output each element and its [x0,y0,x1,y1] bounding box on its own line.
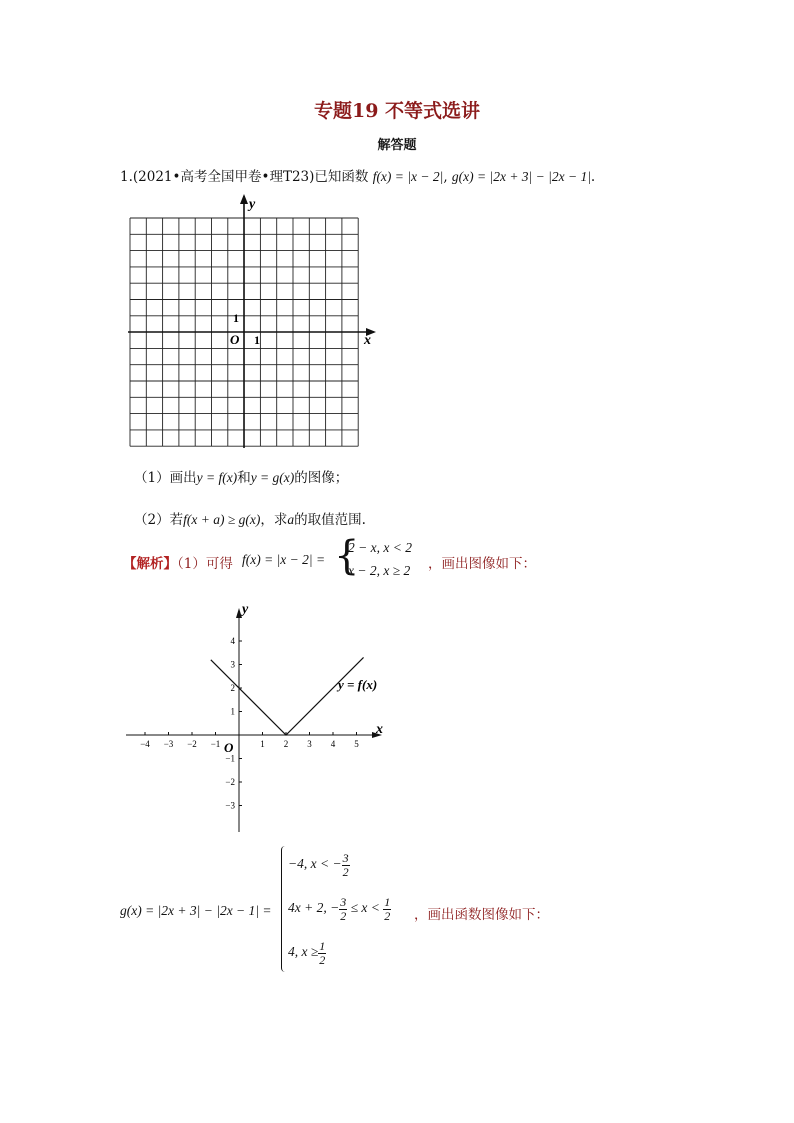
x-tick-label: −3 [163,739,174,749]
curve-label: y = f(x) [338,677,378,692]
f-case-1: 2 − x, x < 2 [348,540,412,555]
f-definition: f(x) = |x − 2| [372,169,444,184]
f-graph [124,600,394,836]
x-tick-label: −4 [140,739,150,749]
x-axis-label: x [364,333,371,348]
problem-number: 1. [120,169,133,185]
g-case-3: 4, x ≥ $\frac{1}{2}$ [288,939,326,967]
x-tick-label: 3 [307,739,312,749]
q1-g: y = g(x) [250,470,295,485]
section-subtitle: 解答题 [377,138,417,153]
g-graph-caption: ，画出函数图像如下： [414,907,549,923]
g-piecewise-expr: g(x) = |2x + 3| − |2x − 1| = [120,903,272,918]
question-1: （1）画出y = f(x)和y = g(x)的图像； [134,470,349,486]
q1-f: y = f(x) [196,470,238,485]
g-case-1: −4, x < − $\frac{3}{2}$ [288,851,349,879]
g-definition: g(x) = |2x + 3| − |2x − 1| [451,169,591,184]
f-brace: { [334,533,360,579]
x-tick-label: 2 [283,739,289,749]
x-tick-label: −1 [210,739,221,749]
x-tick-label: 4 [330,739,336,749]
y-tick-label: −2 [225,777,235,787]
problem-source: (2021•高考全国甲卷•理T23) [132,169,315,185]
f-graph-caption: ，画出图像如下： [428,556,536,572]
x-axis-label: x [376,722,383,737]
unit-x-label: 1 [254,333,260,347]
f-graph-layer [126,602,383,832]
x-tick-label: 5 [354,739,359,749]
question-2: （2）若f(x + a) ≥ g(x)，求a的取值范围. [134,512,366,528]
q2-inequality: f(x + a) ≥ g(x) [183,512,261,527]
y-tick-label: 4 [230,636,235,646]
y-axis-label: y [242,602,249,617]
solution-part1: 【解析】（1）可得 [123,556,233,572]
problem-statement: 1.(2021•高考全国甲卷•理T23)已知函数 f(x) = |x − 2|, g(x) = |2x + 3| − |2x − 1|. [120,169,596,185]
unit-y-label: 1 [233,311,239,325]
y-tick-label: −1 [225,753,235,764]
y-tick-label: 2 [230,683,235,693]
f-case-2: x − 2, x ≥ 2 [348,563,411,578]
fraction-3-2: $\frac{3}{2}$ [342,851,349,879]
x-tick-label: −2 [187,739,197,749]
page-title: 专题19 不等式选讲 [313,100,481,122]
problem-intro: 已知函数 [314,169,369,185]
f-piecewise-expr: f(x) = |x − 2| = [242,552,326,567]
origin-label: O [224,740,234,755]
x-tick-label: 1 [260,739,265,749]
y-tick-label: −3 [225,800,235,811]
y-axis-label: y [249,197,256,212]
coordinate-grid-figure [118,192,388,454]
y-axis-arrow-icon [240,194,248,204]
g-brace [281,846,285,972]
origin-label: O [230,332,240,347]
g-case-2: 4x + 2, − $\frac{3}{2}$ ≤ x < $\frac{1}{2}$ [288,895,391,923]
y-tick-label: 3 [230,659,235,670]
y-tick-label: 1 [230,706,235,717]
solution-tag: 【解析】 [123,556,177,572]
